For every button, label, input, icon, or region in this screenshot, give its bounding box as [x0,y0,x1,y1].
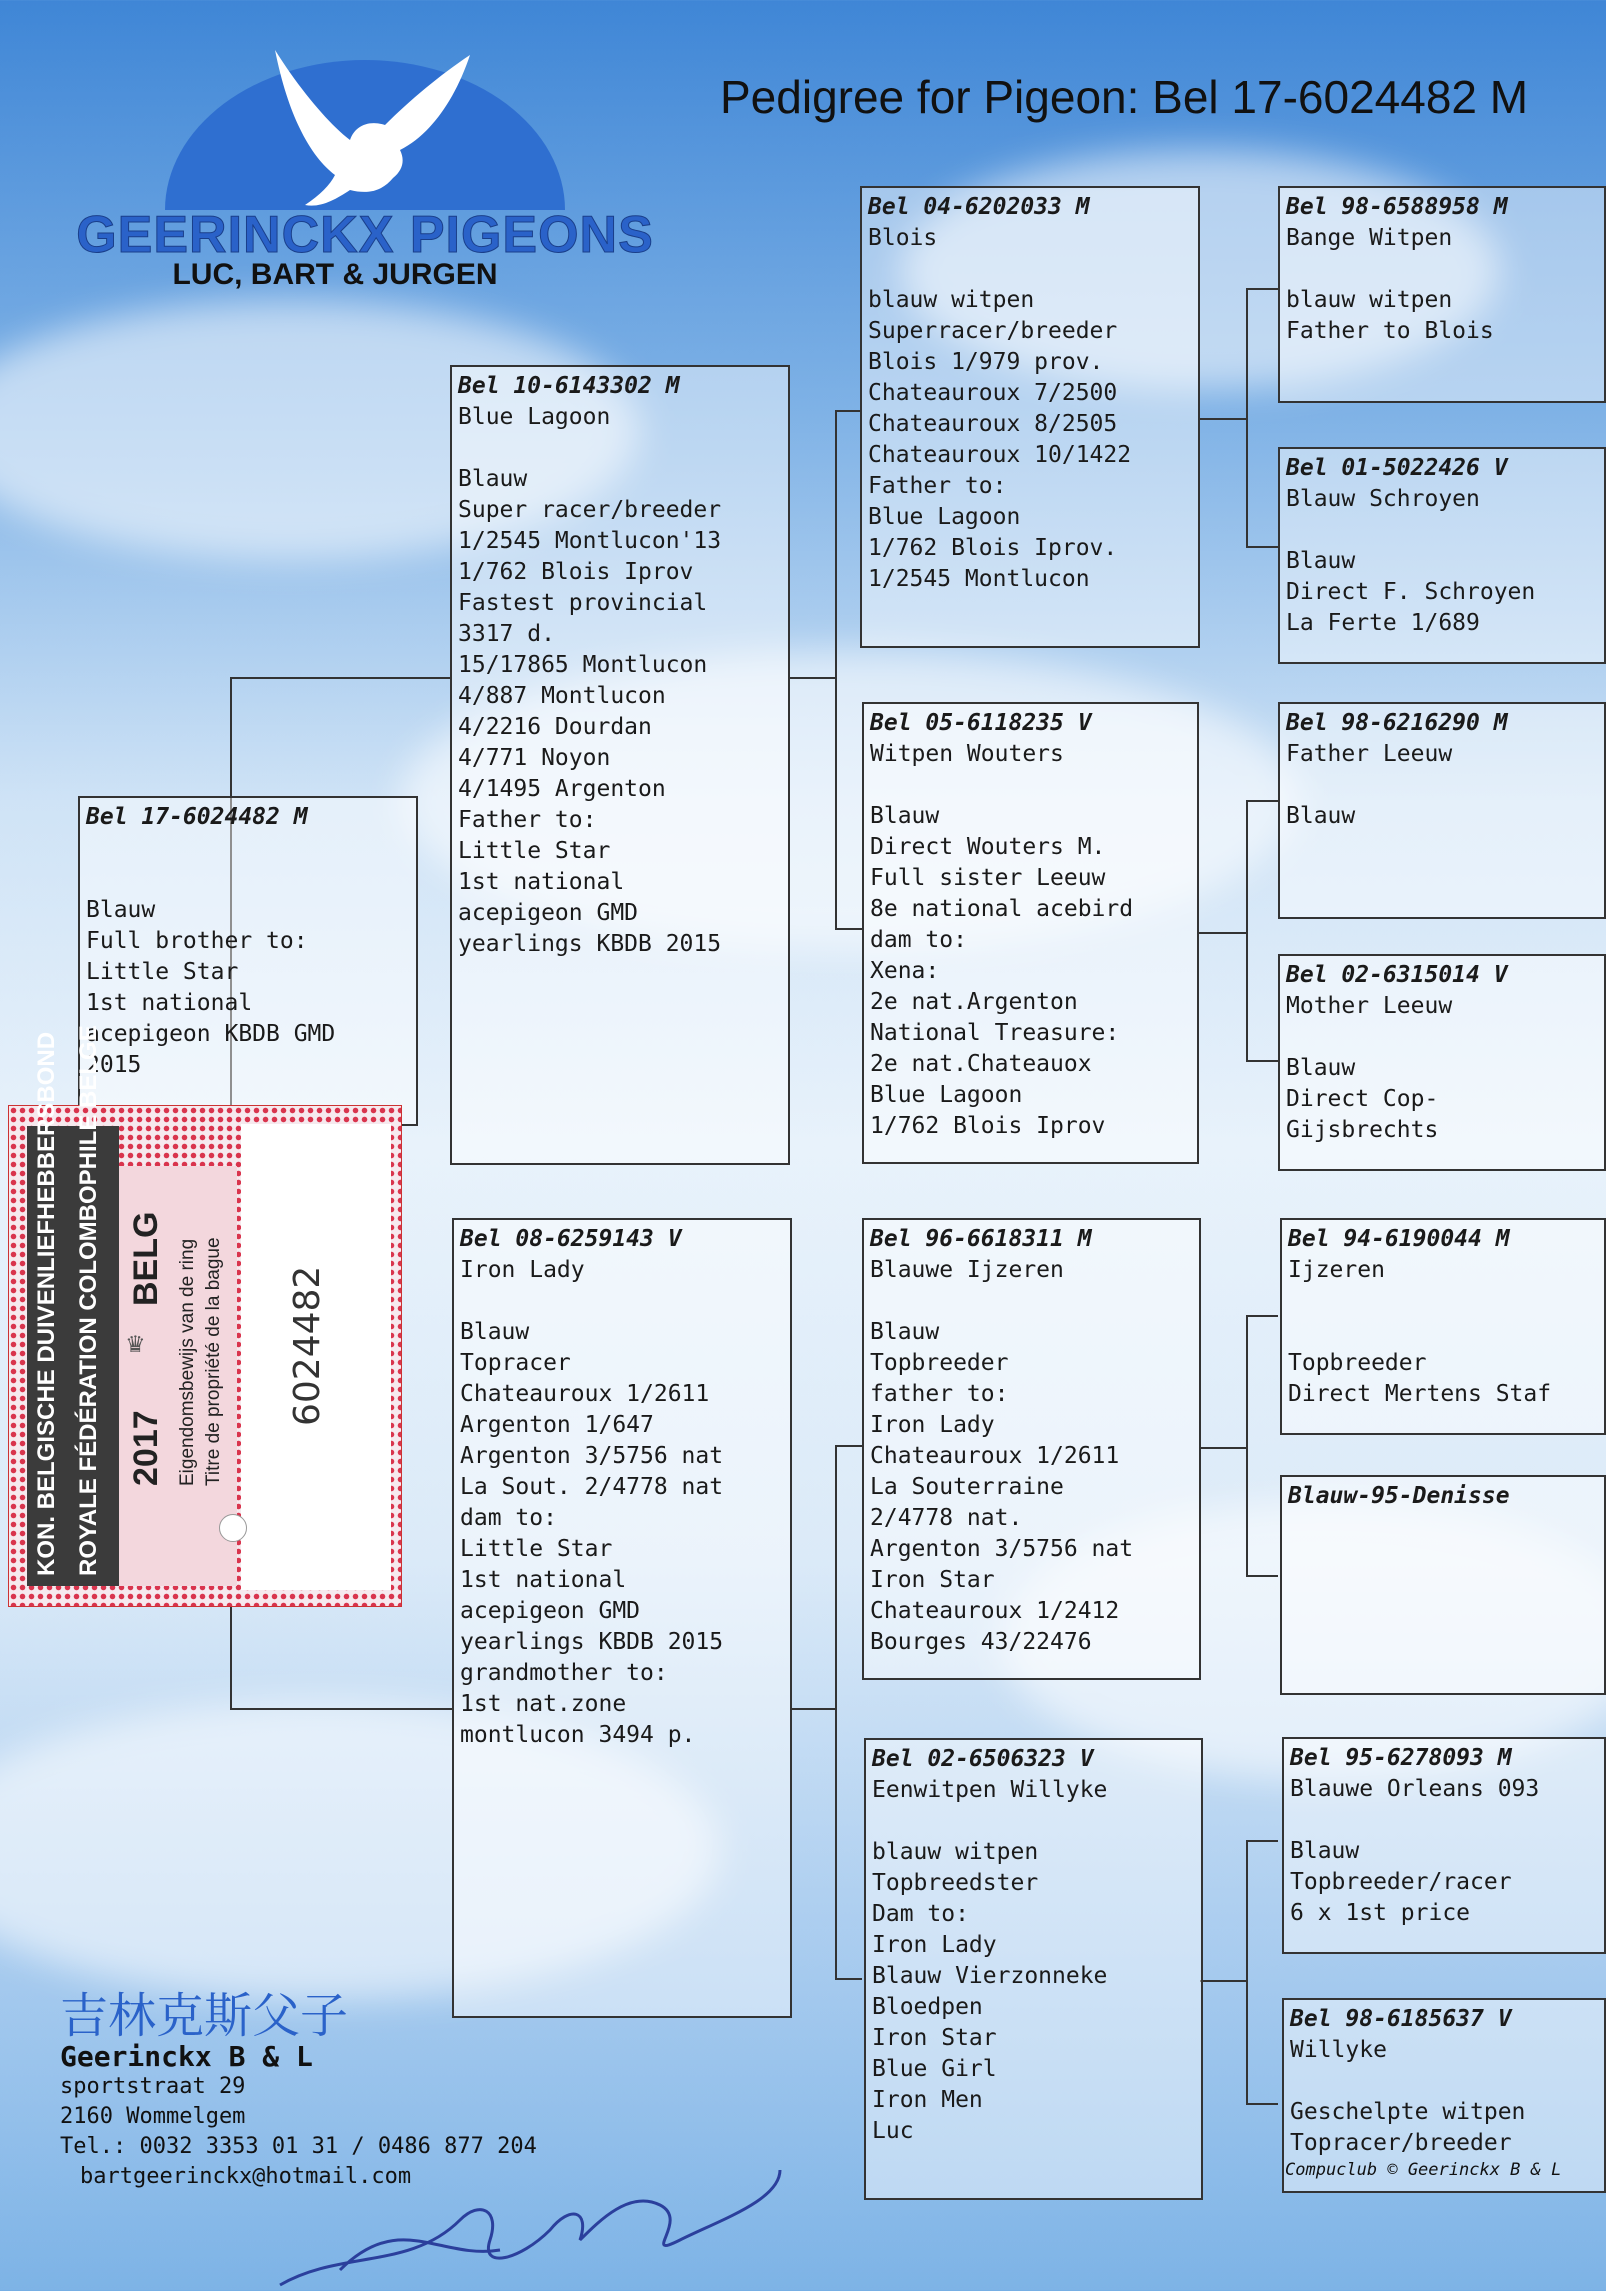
logo-main-text: GEERINCKX PIGEONS [76,206,654,264]
ring-number: Bel 94-6190044 M [1288,1226,1510,1252]
pigeon-info-line: Iron Star [872,2025,997,2051]
pigeon-name: Father Leeuw [1286,741,1453,767]
pigeon-box-ffm [1278,447,1606,664]
ring-number: Bel 95-6278093 M [1290,1745,1512,1771]
pigeon-info-line: Geschelpte witpen [1290,2099,1526,2125]
pigeon-info-line: National Treasure: [870,1020,1120,1046]
pigeon-info-line: Little Star [86,959,239,985]
logo-sub-text: LUC, BART & JURGEN [172,258,498,291]
pigeon-info-line: Direct Cop- [1286,1086,1439,1112]
pigeon-info-line: Dam to: [872,1901,969,1927]
pigeon-box-mother [452,1218,792,2018]
pigeon-info-line: 1/2545 Montlucon [868,566,1090,592]
ring-number: 6024482 [287,1265,328,1426]
pigeon-info-line: Topbreedster [872,1870,1039,1896]
pigeon-info-line: Blauw [460,1319,530,1345]
ring-number: Bel 01-5022426 V [1286,455,1508,481]
pigeon-info-line: 1st national [458,869,625,895]
pigeon-info-line: Luc [872,2118,914,2144]
pigeon-box-fmm [1278,954,1606,1171]
pigeon-info-line: 4/1495 Argenton [458,776,666,802]
ring-number: Bel 17-6024482 M [86,804,308,830]
pigeon-info-line: Topbreeder/racer [1290,1869,1512,1895]
pigeon-box-mf [862,1218,1201,1680]
pigeon-info-line: Topbreeder [870,1350,1009,1376]
ring-country: BELG [127,1211,165,1306]
contact-phone: Tel.: 0032 3353 01 31 / 0486 877 204 [60,2134,537,2159]
pigeon-info-line: Fastest provincial [458,590,708,616]
pigeon-info-line: Argenton 3/5756 nat [870,1536,1134,1562]
ring-number: Bel 02-6315014 V [1286,962,1508,988]
pigeon-info-line: 8e national acebird [870,896,1134,922]
pigeon-box-ff [860,186,1200,648]
pigeon-info-line: 4/2216 Dourdan [458,714,652,740]
ring-title-nl: Eigendomsbewijs van de ring [177,1238,198,1486]
pigeon-name: Iron Lady [460,1257,585,1283]
ring-org-fr: ROYALE FÉDÉRATION COLOMBOPHILE BELGE [75,1025,102,1576]
pigeon-info-line: Father to: [458,807,597,833]
pigeon-name: Blauwe Orleans 093 [1290,1776,1540,1802]
pigeon-name: Eenwitpen Willyke [872,1777,1108,1803]
pigeon-info-line: Chateauroux 8/2505 [868,411,1118,437]
pigeon-box-mm [864,1738,1203,2200]
pigeon-info-line: Blauw [1290,1838,1360,1864]
pigeon-info-line: Blauw [86,897,156,923]
pigeon-info-line: Chateauroux 7/2500 [868,380,1118,406]
pigeon-info-line: Topracer [460,1350,571,1376]
pigeon-info-line: Argenton 3/5756 nat [460,1443,724,1469]
pigeon-info-line: Super racer/breeder [458,497,722,523]
ring-number: Bel 98-6588958 M [1286,194,1508,220]
pigeon-info-line: Direct Mertens Staf [1288,1381,1552,1407]
pigeon-name: Blauw Schroyen [1286,486,1480,512]
pigeon-name: Blois [868,225,938,251]
pigeon-info-line: Argenton 1/647 [460,1412,654,1438]
pigeon-info-line: 15/17865 Montlucon [458,652,708,678]
pigeon-info-line: acepigeon GMD [458,900,639,926]
ring-org-nl: KON. BELGISCHE DUIVENLIEFHEBBERSBOND [33,1031,60,1576]
pigeon-info-line: Topracer/breeder [1290,2130,1512,2156]
pigeon-name [86,833,410,864]
company-logo [55,30,675,300]
pigeon-info-line: Chateauroux 1/2611 [870,1443,1120,1469]
pigeon-name: Witpen Wouters [870,741,1064,767]
pigeon-info-line: Full brother to: [86,928,308,954]
pigeon-info-line: Chateauroux 1/2611 [460,1381,710,1407]
dove-logo-icon [125,30,605,210]
pigeon-name: Willyke [1290,2037,1387,2063]
pigeon-info-line: 4/887 Montlucon [458,683,666,709]
pigeon-box-fm [862,702,1199,1164]
pigeon-name: Bange Witpen [1286,225,1453,251]
pigeon-info-line: Direct F. Schroyen [1286,579,1536,605]
ring-number: Bel 05-6118235 V [870,710,1092,736]
pigeon-info-line: Chateauroux 10/1422 [868,442,1132,468]
pigeon-info-line: montlucon 3494 p. [460,1722,696,1748]
hole-icon [219,1514,247,1542]
pigeon-info-line: dam to: [460,1505,557,1531]
pigeon-info-line: 4/771 Noyon [458,745,611,771]
pigeon-info-line: Blauw [1286,803,1356,829]
pigeon-box-father [450,365,790,1165]
pigeon-info-line: 2e nat.Argenton [870,989,1078,1015]
pigeon-info-line: 1st national [460,1567,627,1593]
pigeon-info-line: Blue Girl [872,2056,997,2082]
pigeon-info-line: Blue Lagoon [868,504,1021,530]
pigeon-info-line: blauw witpen [1286,287,1453,313]
pigeon-info-line: Full sister Leeuw [870,865,1106,891]
pigeon-info-line: Gijsbrechts [1286,1117,1439,1143]
chinese-name: 吉林克斯父子 [60,1988,349,2044]
pigeon-info-line: 6 x 1st price [1290,1900,1471,1926]
pigeon-info-line: Bourges 43/22476 [870,1629,1092,1655]
pigeon-name: Mother Leeuw [1286,993,1453,1019]
pigeon-info-line [1288,1317,1598,1348]
pigeon-info-line: Father to Blois [1286,318,1494,344]
ring-number: Bel 02-6506323 V [872,1746,1094,1772]
pigeon-info-line: Blauw [1286,1055,1356,1081]
pigeon-info-line: Blois 1/979 prov. [868,349,1104,375]
pigeon-info-line: Father to: [868,473,1007,499]
pigeon-name: Blue Lagoon [458,404,611,430]
pigeon-info-line: Blauw [458,466,528,492]
pigeon-info-line: La Souterraine [870,1474,1064,1500]
ring-number: Bel 10-6143302 M [458,373,680,399]
signature-icon [260,2150,820,2290]
ring-year: 2017 [127,1410,165,1486]
pigeon-info-line: 3317 d. [458,621,555,647]
pigeon-info-line: Bloedpen [872,1994,983,2020]
contact-street: sportstraat 29 [60,2074,246,2099]
pigeon-info-line: Iron Star [870,1567,995,1593]
pigeon-info-line: Little Star [460,1536,613,1562]
crown-icon: ♛ [127,1326,144,1359]
pigeon-info-line: 1/762 Blois Iprov [870,1113,1106,1139]
pigeon-box-mff [1280,1218,1606,1435]
pigeon-info-line: 1/762 Blois Iprov [458,559,694,585]
pigeon-info-line: 2/4778 nat. [870,1505,1023,1531]
pigeon-info-line: acepigeon GMD [460,1598,641,1624]
pigeon-info-line: La Ferte 1/689 [1286,610,1480,636]
pigeon-info-line: Blue Lagoon [870,1082,1023,1108]
pigeon-box-self [78,796,418,1126]
pigeon-info-line: Chateauroux 1/2412 [870,1598,1120,1624]
ring-number: Bel 04-6202033 M [868,194,1090,220]
pigeon-box-fff [1278,186,1606,403]
pigeon-name: Ijzeren [1288,1257,1385,1283]
ring-number: Bel 98-6216290 M [1286,710,1508,736]
pigeon-info-line: Little Star [458,838,611,864]
ring-number: Bel 98-6185637 V [1290,2006,1512,2032]
pigeon-info-line: Xena: [870,958,940,984]
pigeon-info-line: Blauw [870,803,940,829]
pigeon-info-line: 2e nat.Chateauox [870,1051,1092,1077]
page-title: Pedigree for Pigeon: Bel 17-6024482 M [720,71,1529,123]
contact-city: 2160 Wommelgem [60,2104,246,2129]
pigeon-info-line: father to: [870,1381,1009,1407]
pigeon-box-mmf [1282,1737,1606,1954]
pigeon-info-line: 2015 [86,1052,142,1078]
ring-number: Bel 96-6618311 M [870,1226,1092,1252]
pigeon-box-mfm [1280,1475,1606,1695]
pigeon-box-fmf [1278,702,1606,919]
footer-credit: Compuclub © Geerinckx B & L [1285,2160,1562,2180]
pigeon-info-line: acepigeon KBDB GMD [86,1021,336,1047]
pigeon-info-line: 1st national [86,990,253,1016]
ring-number: Blauw-95-Denisse [1288,1483,1510,1509]
pigeon-info-line: blauw witpen [872,1839,1039,1865]
pigeon-name: Blauwe Ijzeren [870,1257,1064,1283]
ring-title-fr: Titre de propriété de la bague [203,1237,224,1486]
pigeon-info-line: 1/762 Blois Iprov. [868,535,1118,561]
ring-number: Bel 08-6259143 V [460,1226,682,1252]
pigeon-info-line: Blauw [1286,548,1356,574]
pigeon-info-line: Iron Lady [870,1412,995,1438]
pigeon-name [1288,1512,1598,1543]
pigeon-info-line: yearlings KBDB 2015 [458,931,722,957]
pigeon-info-line: Topbreeder [1288,1350,1427,1376]
pigeon-info-line: Blauw [870,1319,940,1345]
contact-email[interactable]: bartgeerinckx@hotmail.com [80,2164,412,2189]
pigeon-info-line: dam to: [870,927,967,953]
pigeon-info-line: Superracer/breeder [868,318,1118,344]
pigeon-info-line: yearlings KBDB 2015 [460,1629,724,1655]
pigeon-info-line: blauw witpen [868,287,1035,313]
pigeon-info-line: grandmother to: [460,1660,668,1686]
pigeon-info-line: La Sout. 2/4778 nat [460,1474,724,1500]
pigeon-info-line: Iron Lady [872,1932,997,1958]
pigeon-info-line: Iron Men [872,2087,983,2113]
pigeon-info-line: Blauw Vierzonneke [872,1963,1108,1989]
pigeon-info-line: Direct Wouters M. [870,834,1106,860]
pigeon-info-line: 1/2545 Montlucon'13 [458,528,722,554]
contact-name: Geerinckx B & L [60,2040,313,2073]
pigeon-info-line: 1st nat.zone [460,1691,627,1717]
